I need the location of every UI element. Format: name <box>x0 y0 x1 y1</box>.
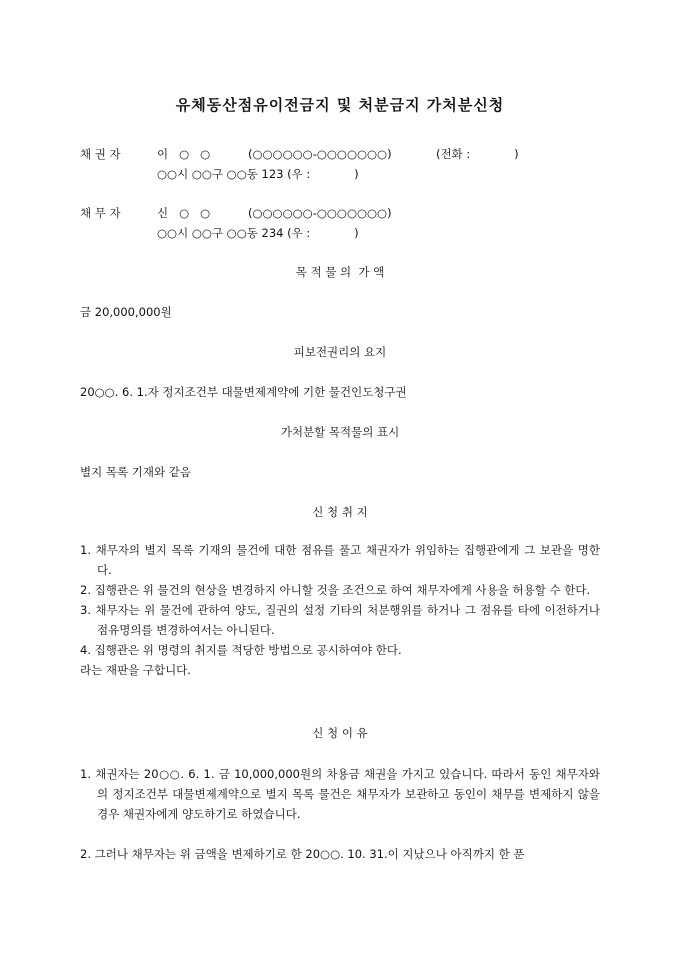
debtor-name: 신 ○ ○ <box>157 206 211 220</box>
creditor-label: 채 권 자 <box>80 147 121 161</box>
purpose-item: 4. 집행관은 위 명령의 취지를 적당한 방법으로 공시하여야 한다. <box>80 643 402 657</box>
creditor-name: 이 ○ ○ <box>157 147 211 161</box>
object-value-body: 금 20,000,000원 <box>80 305 172 319</box>
object-display-heading: 가처분할 목적물의 표시 <box>280 425 400 439</box>
purpose-list <box>80 540 600 680</box>
document-title: 유체동산점유이전금지 및 처분금지 가처분신청 <box>175 96 505 114</box>
reason-item: 1. 채권자는 20○○. 6. 1. 금 10,000,000원의 차용금 채권을 가지고 있습니다. 따라서 동인 채무자와의 정지조건부 대물변제계약으로 별지 목록 물건은 채무자가 보관하고 동인이 채무를 변제하지 않을 경우 채권자에게 양도하기로 하였습니다. <box>80 767 600 821</box>
purpose-item: 1. 채무자의 별지 목록 기재의 물건에 대한 점유를 풀고 채권자가 위임하는 집행관에게 그 보관을 명한다. <box>80 543 600 577</box>
creditor-phone: (전화 : ) <box>436 147 519 161</box>
object-display-body: 별지 목록 기재와 같음 <box>80 465 191 479</box>
purpose-heading: 신 청 취 지 <box>312 505 368 519</box>
preserved-right-body: 20○○. 6. 1.자 정지조건부 대물변제계약에 기한 물건인도청구권 <box>80 385 407 399</box>
reason-item: 2. 그러나 채무자는 위 금액을 변제하기로 한 20○○. 10. 31.이 지났으나 아직까지 한 푼 <box>80 847 525 861</box>
preserved-right-heading: 피보전권리의 요지 <box>293 345 387 359</box>
creditor-id: (○○○○○○-○○○○○○○) <box>248 147 392 161</box>
purpose-closing: 라는 재판을 구합니다. <box>80 663 191 677</box>
purpose-item: 2. 집행관은 위 물건의 현상을 변경하지 아니할 것을 조건으로 하여 채무자에게 사용을 허용할 수 한다. <box>80 583 591 597</box>
reason-list <box>80 764 600 864</box>
object-value-heading: 목 적 물 의 가 액 <box>295 265 385 279</box>
purpose-item: 3. 채무자는 위 물건에 관하여 양도, 질권의 설정 기타의 처분행위를 하거나 그 점유를 타에 이전하거나 점유명의를 변경하여서는 아니된다. <box>80 603 600 637</box>
creditor-address: ○○시 ○○구 ○○동 123 (우 : ) <box>157 167 359 181</box>
reason-heading: 신 청 이 유 <box>312 726 368 740</box>
debtor-address: ○○시 ○○구 ○○동 234 (우 : ) <box>157 226 359 240</box>
debtor-id: (○○○○○○-○○○○○○○) <box>248 206 392 220</box>
debtor-label: 채 무 자 <box>80 206 121 220</box>
